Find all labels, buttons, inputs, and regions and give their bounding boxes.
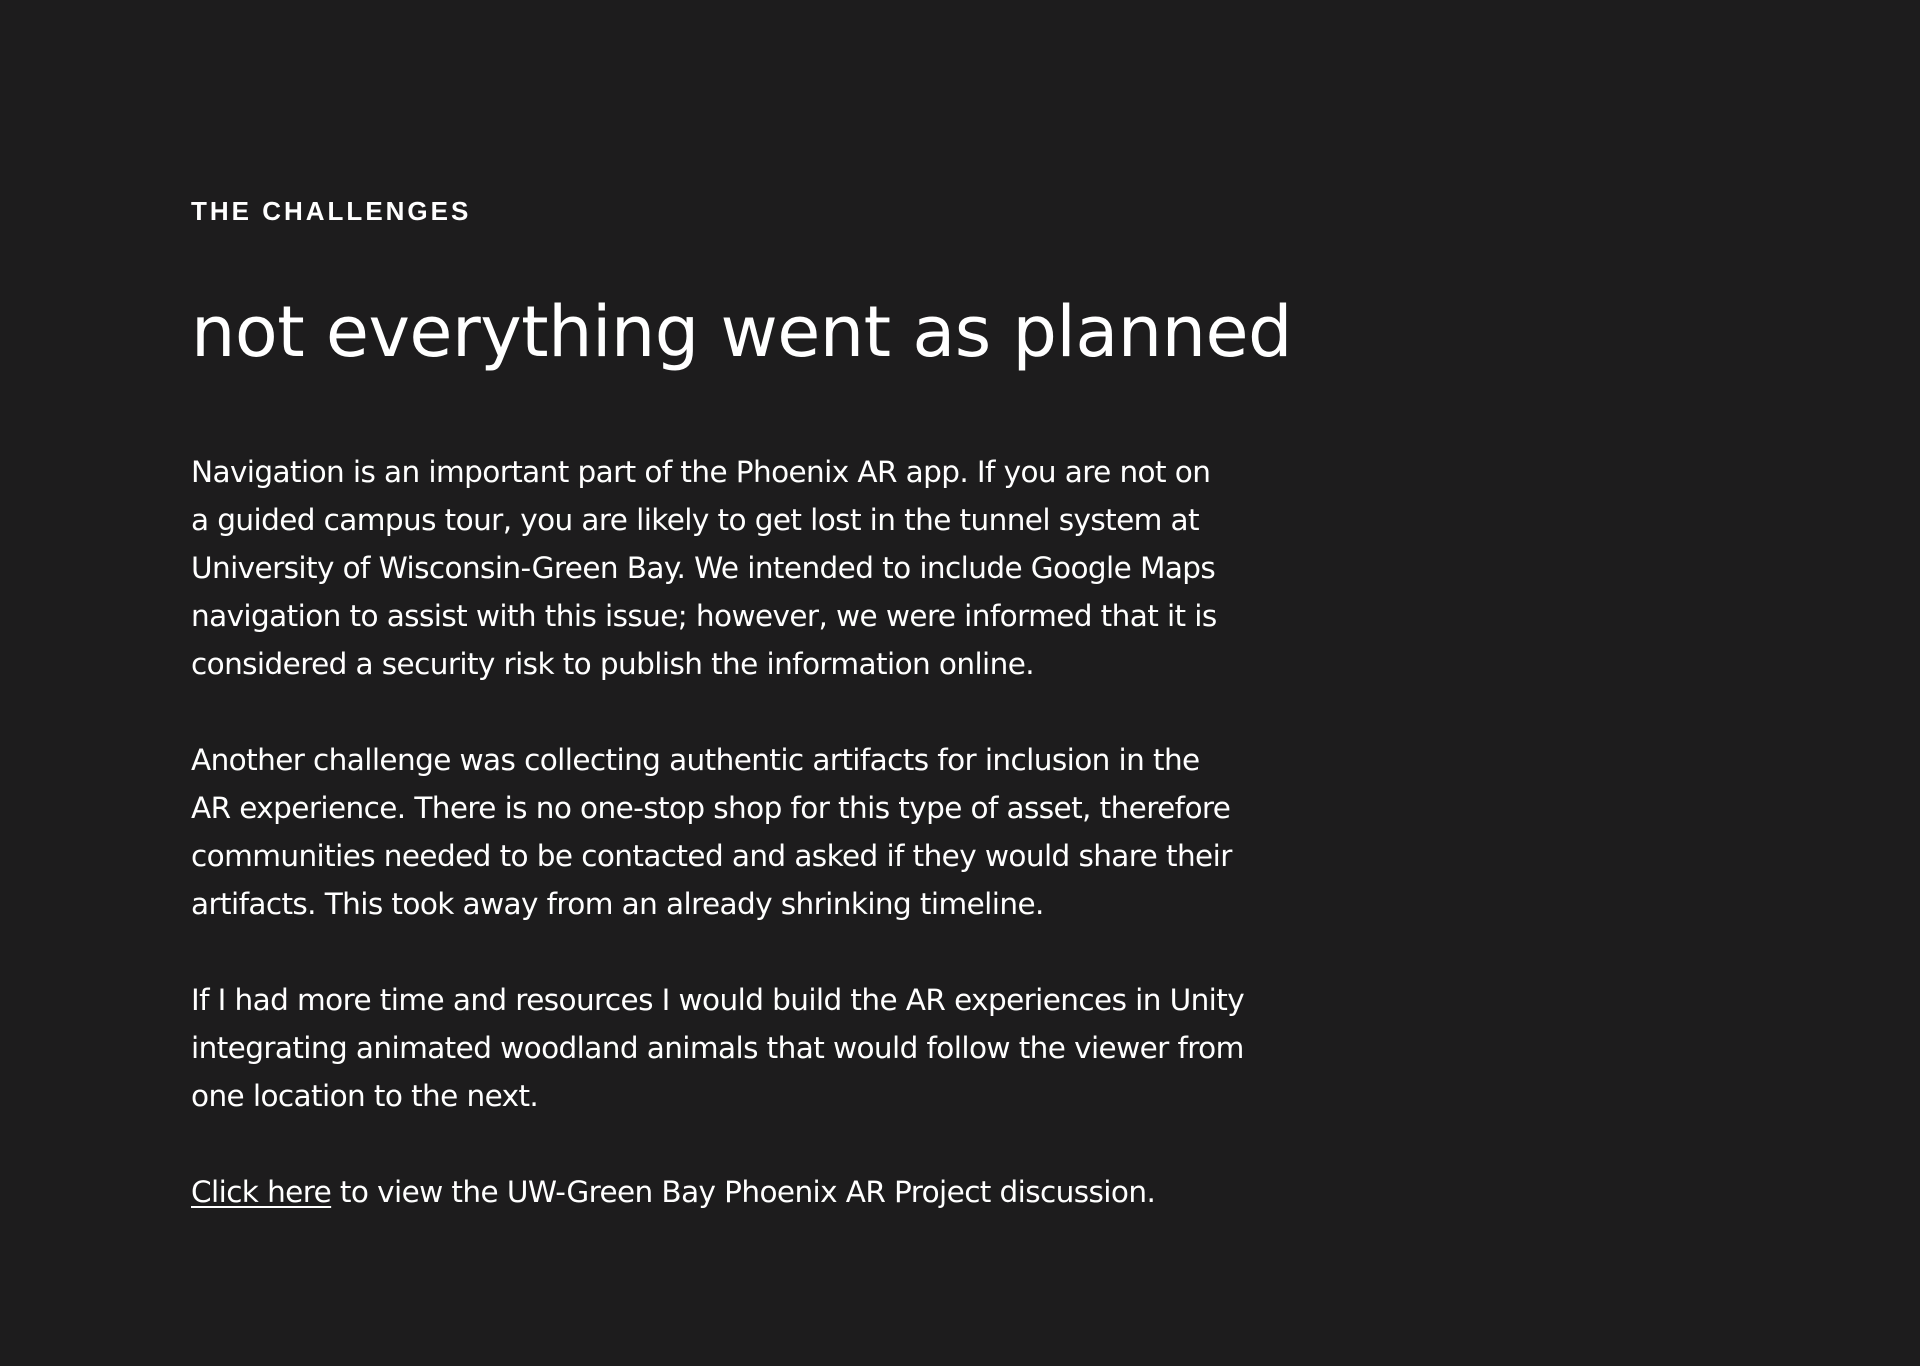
discussion-link[interactable]: Click here xyxy=(191,1175,332,1209)
paragraph-line: navigation to assist with this issue; however, we were informed that it is xyxy=(191,599,1217,633)
paragraph-line: If I had more time and resources I would build the AR experiences in Unity xyxy=(191,983,1245,1017)
paragraph-line: communities needed to be contacted and asked if they would share their xyxy=(191,839,1232,873)
paragraph-line: AR experience. There is no one-stop shop for this type of asset, therefore xyxy=(191,791,1231,825)
paragraph-line: a guided campus tour, you are likely to get lost in the tunnel system at xyxy=(191,503,1199,537)
paragraph-line: University of Wisconsin-Green Bay. We intended to include Google Maps xyxy=(191,551,1216,585)
paragraph-navigation xyxy=(191,448,1351,688)
body-text xyxy=(191,448,1351,1264)
section-eyebrow: THE CHALLENGES xyxy=(191,196,472,226)
paragraph-line: Another challenge was collecting authentic artifacts for inclusion in the xyxy=(191,743,1200,777)
paragraph-line: artifacts. This took away from an already shrinking timeline. xyxy=(191,887,1044,921)
paragraph-cta xyxy=(191,1168,1351,1216)
section-headline: not everything went as planned xyxy=(191,291,1292,373)
paragraph-line: considered a security risk to publish the information online. xyxy=(191,647,1035,681)
paragraph-line: Navigation is an important part of the Phoenix AR app. If you are not on xyxy=(191,455,1211,489)
paragraph-future xyxy=(191,976,1351,1120)
cta-text: to view the UW-Green Bay Phoenix AR Project discussion. xyxy=(331,1175,1156,1209)
paragraph-line: integrating animated woodland animals that would follow the viewer from xyxy=(191,1031,1244,1065)
paragraph-artifacts xyxy=(191,736,1351,928)
paragraph-line: one location to the next. xyxy=(191,1079,539,1113)
